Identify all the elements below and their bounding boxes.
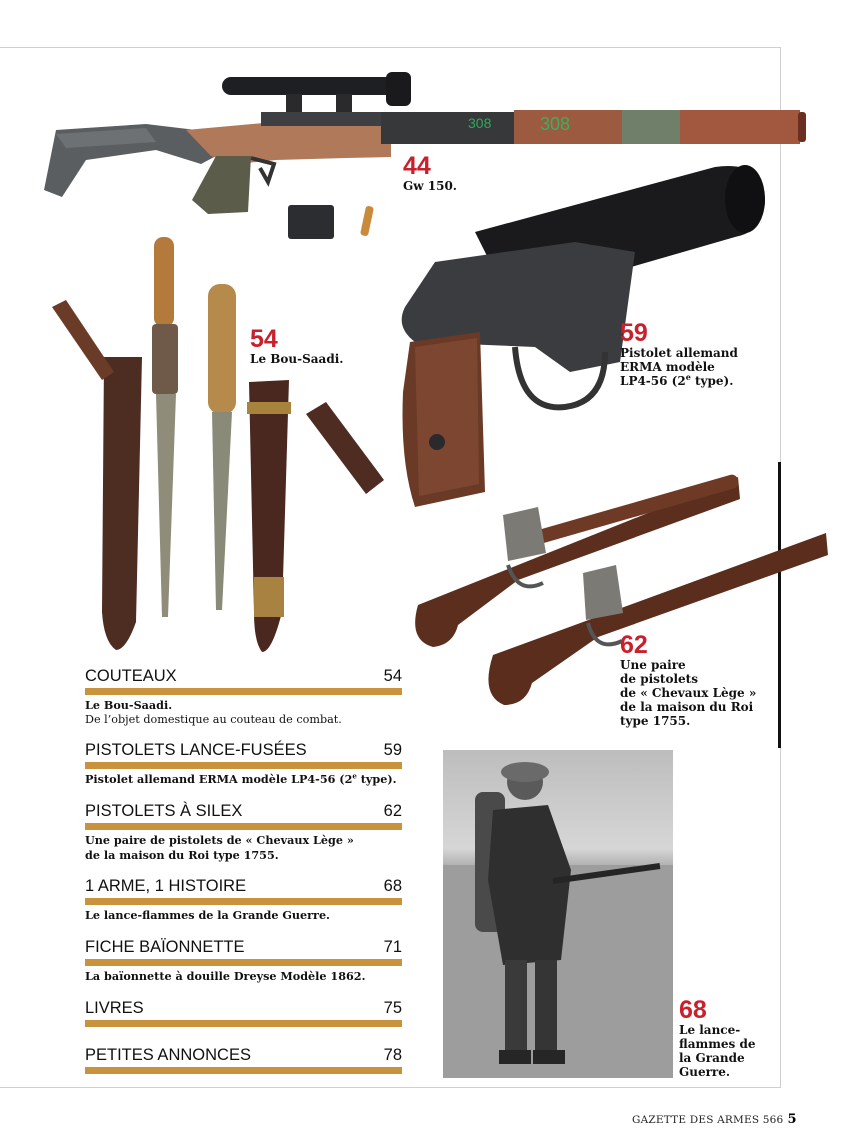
toc-title: PISTOLETS À SILEX — [85, 802, 243, 820]
toc-description: Une paire de pistolets de « Chevaux Lège » de la maison du Roi type 1755. — [85, 833, 354, 862]
flintlock-pistols-photo — [408, 465, 830, 715]
rifle-marking-right: 308 — [540, 114, 571, 134]
caption-chevaux-line3: de « Chevaux Lège » — [620, 686, 757, 700]
caption-chevaux-line2: de pistolets — [620, 672, 698, 686]
caption-erma-line1: Pistolet allemand — [620, 346, 738, 360]
caption-erma — [620, 320, 738, 388]
caption-chevaux-line4: de la maison du Roi — [620, 700, 754, 714]
page-footer — [632, 1112, 797, 1127]
page-frame-bottom — [0, 1087, 781, 1088]
caption-chevaux-number: 62 — [620, 631, 648, 659]
toc-title: LIVRES — [85, 999, 144, 1017]
toc-page-number: 71 — [383, 938, 402, 956]
page-number: 5 — [787, 1112, 797, 1127]
caption-chevaux-line1: Une paire — [620, 658, 686, 672]
toc-page-number: 75 — [383, 999, 402, 1017]
toc-page-number: 68 — [383, 877, 402, 895]
caption-chevaux — [620, 632, 756, 728]
bou-saadi-knives-photo — [44, 232, 389, 657]
toc-page-number: 62 — [383, 802, 402, 820]
caption-gw150-text: Gw 150. — [403, 179, 457, 193]
toc-bar — [85, 1020, 402, 1027]
caption-erma-number: 59 — [620, 319, 648, 347]
toc-title: PETITES ANNONCES — [85, 1046, 251, 1064]
toc-title: PISTOLETS LANCE-FUSÉES — [85, 741, 307, 759]
toc-description: Pistolet allemand ERMA modèle LP4-56 (2e type). — [85, 771, 397, 786]
toc-page-number: 78 — [383, 1046, 402, 1064]
toc-entry-livres[interactable] — [85, 999, 402, 1027]
toc-entry-pistolets-lance-fusees[interactable] — [85, 741, 402, 787]
rifle-marking-left: 308 — [468, 115, 492, 131]
toc-title: 1 ARME, 1 HISTOIRE — [85, 877, 247, 895]
caption-lanceflammes-line1: Le lance- — [679, 1023, 741, 1037]
caption-erma-line2: ERMA modèle — [620, 360, 715, 374]
caption-erma-sup: e — [685, 372, 691, 382]
caption-erma-line3a: LP4-56 (2 — [620, 374, 686, 388]
toc-page-number: 54 — [383, 667, 402, 685]
toc-bar — [85, 898, 402, 905]
caption-chevaux-line5: type 1755. — [620, 714, 691, 728]
toc-page-number: 59 — [383, 741, 402, 759]
toc-description: La baïonnette à douille Dreyse Modèle 1862. — [85, 969, 366, 983]
toc-entry-1-arme-1-histoire[interactable] — [85, 877, 402, 923]
toc-entry-couteaux[interactable] — [85, 667, 402, 727]
toc-entry-petites-annonces[interactable] — [85, 1046, 402, 1074]
caption-lanceflammes-number: 68 — [679, 996, 707, 1024]
toc-title: COUTEAUX — [85, 667, 177, 685]
toc-bar — [85, 762, 402, 769]
toc-bar — [85, 959, 402, 966]
toc-bar — [85, 1067, 402, 1074]
toc-bar — [85, 823, 402, 830]
toc-description: Le lance-flammes de la Grande Guerre. — [85, 908, 330, 922]
caption-gw150-number: 44 — [403, 152, 431, 180]
toc-title: FICHE BAÏONNETTE — [85, 938, 245, 956]
caption-lanceflammes — [679, 997, 756, 1079]
page-frame-top — [0, 47, 780, 48]
caption-bousaadi-number: 54 — [250, 325, 278, 353]
caption-lanceflammes-line3: la Grande — [679, 1051, 745, 1065]
caption-erma-line3b: type). — [690, 374, 734, 388]
caption-lanceflammes-line4: Guerre. — [679, 1065, 731, 1079]
magazine-name: GAZETTE DES ARMES 566 — [632, 1114, 784, 1126]
toc-bar — [85, 688, 402, 695]
caption-lanceflammes-line2: flammes de — [679, 1037, 756, 1051]
toc-description: Le Bou-Saadi. De l’objet domestique au couteau de combat. — [85, 698, 342, 726]
caption-bousaadi-text: Le Bou-Saadi. — [250, 352, 344, 366]
toc-entry-pistolets-a-silex[interactable] — [85, 802, 402, 863]
toc-entry-fiche-baionnette[interactable] — [85, 938, 402, 984]
caption-bousaadi — [250, 326, 343, 366]
flamethrower-soldier-photo — [443, 750, 673, 1078]
